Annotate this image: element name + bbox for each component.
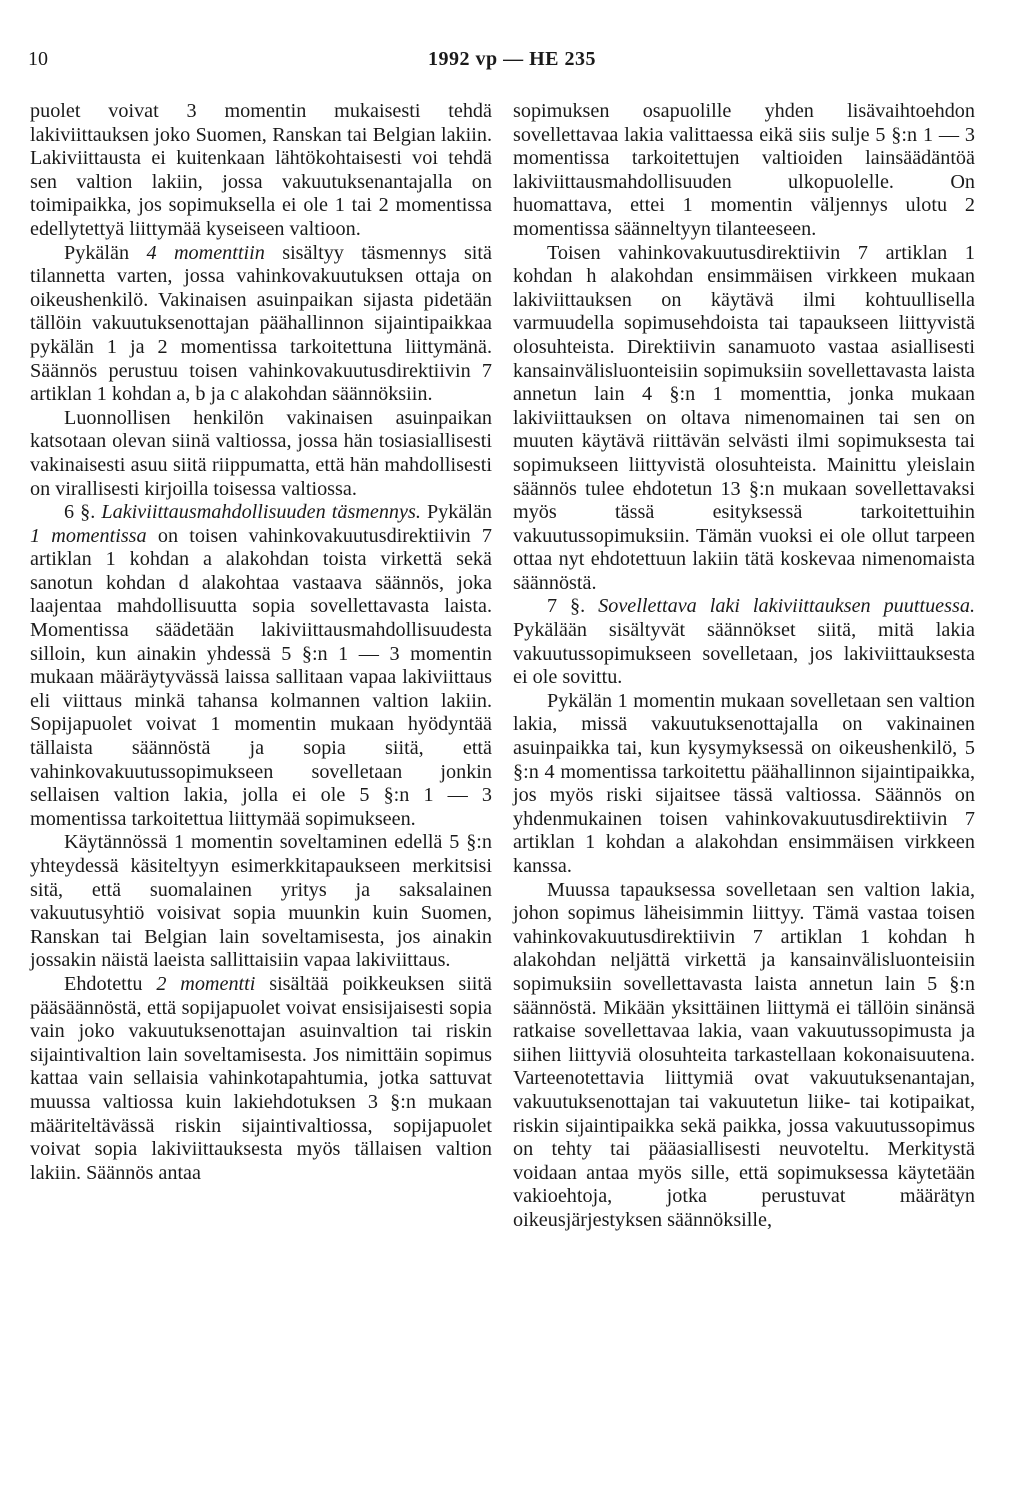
text-run: sopimuksen osapuolille yhden lisävaihtoehdon sovellettavaa lakia valittaessa eikä siis sulje 5 §:n 1 — 3 momentissa tarkoitettujen valtioiden lainsäädäntöä lakiviittausmahdollisuuden ulkopuolelle. On huomattava, ettei 1 momentin väljennys ulotu 2 momentissa säänneltyyn tilanteeseen. — [513, 100, 975, 240]
text-run: Muussa tapauksessa sovelletaan sen valtion lakia, johon sopimus läheisimmin liittyy. Tämä vastaa toisen vahinkovakuutusdirektiivin 7 artiklan 1 kohdan h alakohdan neljättä virkettä ja kansainvälisluonteisiin sopimuksiin sovellettavasta laista annetun lain 5 §:n säännöstä. Mikään yksittäinen liittymä ei tällöin sinänsä ratkaise sovellettavaa lakia, vaan vakuutussopimusta ja siihen liittyviä olosuhteita tarkastellaan kokonaisuutena. Varteenotettavia liittymiä ovat vakuutuksenantajan, vakuutuksenottajan tai vakuutetun liike- tai kotipaikat, riskin sijaintipaikka sekä paikka, jossa vakuutussopimus on tehty tai pääasiallisesti neuvoteltu. Merkitystä voidaan antaa myös sille, että sopimuksessa käytetään vakioehtoja, jotka perustuvat määrätyn oikeusjärjestyksen säännöksille, — [513, 878, 975, 1231]
text-run: Käytännössä 1 momentin soveltaminen edellä 5 §:n yhteydessä käsiteltyyn esimerkkitapaukseen merkitsisi sitä, että suomalainen yritys ja saksalainen vakuutusyhtiö voisivat sopia muunkin kuin Suomen, Ranskan tai Belgian lain soveltamisesta, jos ainakin jossakin näistä laeista sallittaisiin vapaa lakiviittaus. — [30, 831, 492, 972]
paragraph — [30, 407, 492, 501]
text-run: Pykälään sisältyvät säännökset siitä, mitä lakia vakuutussopimukseen sovelletaan, jos lakiviittauksesta ei ole sovittu. — [513, 619, 975, 689]
text-run: Luonnollisen henkilön vakinaisen asuinpaikan katsotaan olevan siinä valtiossa, jossa hän tosiasiallisesti vakinaisesti asuu siitä riippumatta, että hän mahdollisesti on virallisesti kirjoilla toisessa valtiossa. — [30, 406, 492, 500]
paragraph — [513, 595, 975, 689]
paragraph — [30, 973, 492, 1185]
running-head: 1992 vp — HE 235 — [427, 48, 597, 70]
page-header — [28, 48, 996, 78]
text-run: Pykälän — [64, 241, 147, 264]
text-run: Pykälän 1 momentin mukaan sovelletaan sen valtion lakia, missä vakuutuksenottajalla on vakinainen asuinpaikka tai, kun kysymyksessä on oikeushenkilö, 5 §:n 4 momentissa tarkoitettu päähallinnon sijaintipaikka, jos myös riski sijaitsee tässä valtiossa. Säännös on yhdenmukainen toisen vahinkovakuutusdirektiivin 7 artiklan 1 kohdan a alakohdan ensimmäisen virkkeen kanssa. — [513, 689, 975, 877]
italic-text: 1 momentissa — [30, 524, 147, 547]
paragraph — [513, 879, 975, 1233]
text-run: sisältyy täsmennys sitä tilannetta varten, jossa vahinkovakuutuksen ottaja on oikeushenkilö. Vakinaisen asuinpaikan sijasta pidetään tällöin vakuutuksenottajan päähallinnon sijaintipaikkaa pykälän 1 ja 2 momentissa tarkoitettuna liittymänä. Säännös perustuu toisen vahinkovakuutusdirektiivin 7 artiklan 1 kohdan a, b ja c alakohdan säännöksiin. — [30, 241, 492, 406]
paragraph — [30, 100, 492, 242]
text-run: Ehdotettu — [64, 972, 157, 995]
text-run: Pykälän — [420, 501, 492, 524]
paragraph — [30, 501, 492, 831]
text-run: 6 §. — [64, 501, 102, 524]
right-column — [513, 100, 975, 1233]
left-column — [30, 100, 492, 1185]
paragraph — [513, 100, 975, 242]
italic-text: 4 momenttiin — [146, 241, 265, 264]
italic-text: Lakiviittausmahdollisuuden täsmennys. — [101, 501, 421, 524]
paragraph — [513, 690, 975, 879]
text-run: puolet voivat 3 momentin mukaisesti tehdä lakiviittauksen joko Suomen, Ranskan tai Belgian lakiin. Lakiviittausta ei kuitenkaan lähtökohtaisesti voi tehdä sen valtion lakiin, jossa vakuutuksenantajalla on toimipaikka, jos sopimuksella ei ole 1 tai 2 momentissa edellytettyä liittymää kyseiseen valtioon. — [30, 100, 492, 240]
paragraph — [30, 831, 492, 973]
paragraph — [513, 242, 975, 596]
text-run: sisältää poikkeuksen siitä pääsäännöstä, että sopijapuolet voivat ensisijaisesti sopia vain joko vakuutuksenottajan asuinvaltion tai riskin sijaintivaltion lain soveltamisesta. Jos nimittäin sopimus kattaa vain sellaisia vahinkotapahtumia, jotka sattuvat muussa valtiossa kuin lakiehdotuksen 3 §:n mukaan määriteltävässä riskin sijaintivaltiossa, sopijapuolet voivat sopia lakiviittauksesta myös tällaisen valtion lakiin. Säännös antaa — [30, 972, 492, 1184]
text-run: Toisen vahinkovakuutusdirektiivin 7 artiklan 1 kohdan h alakohdan ensimmäisen virkkeen mukaan lakiviittauksen on käytävä ilmi kohtuullisella varmuudella sopimusehdoista tai tapaukseen liittyvistä olosuhteista. Direktiivin sanamuoto vastaa asiallisesti kansainvälisluonteisiin sopimuksiin sovellettavasta laista annetun lain 4 §:n 1 momenttia, jonka mukaan lakiviittauksen on oltava nimenomainen tai sen on muuten käytävä riittävän selvästi ilmi sopimuksesta tai sopimukseen liittyvistä olosuhteista. Mainittu yleislain säännös tulee ehdotetun 13 §:n mukaan sovellettavaksi myös tässä esityksessä tarkoitettuihin vakuutussopimuksiin. Tämän vuoksi ei ole ollut tarpeen ottaa nyt ehdotettuun lakiin tätä koskevaa nimenomaista säännöstä. — [513, 241, 975, 594]
italic-text: 2 momentti — [156, 972, 256, 995]
text-run: 7 §. — [547, 595, 599, 618]
text-run: on toisen vahinkovakuutusdirektiivin 7 artiklan 1 kohdan a alakohdan toista virkettä sekä sanotun kohdan d alakohtaa vastaava säännös, joka laajentaa mahdollisuutta sopia sovellettavasta laista. Momentissa säädetään lakiviittausmahdollisuudesta silloin, kun ainakin yhdessä 5 §:n 1 — 3 momentin mukaan määräytyvässä laissa sallitaan vapaa lakiviittaus eli viittaus minkä tahansa kolmannen valtion lakiin. Sopijapuolet voivat 1 momentin mukaan hyödyntää tällaista säännöstä ja sopia siitä, että vahinkovakuutussopimukseen sovelletaan jonkin sellaisen valtion lakia, jolla ei ole 5 §:n 1 — 3 momentissa tarkoitettua liittymää sopimukseen. — [30, 524, 492, 830]
paragraph — [30, 242, 492, 407]
page-number: 10 — [28, 48, 48, 70]
italic-text: Sovellettava laki lakiviittauksen puuttuessa. — [598, 595, 975, 618]
